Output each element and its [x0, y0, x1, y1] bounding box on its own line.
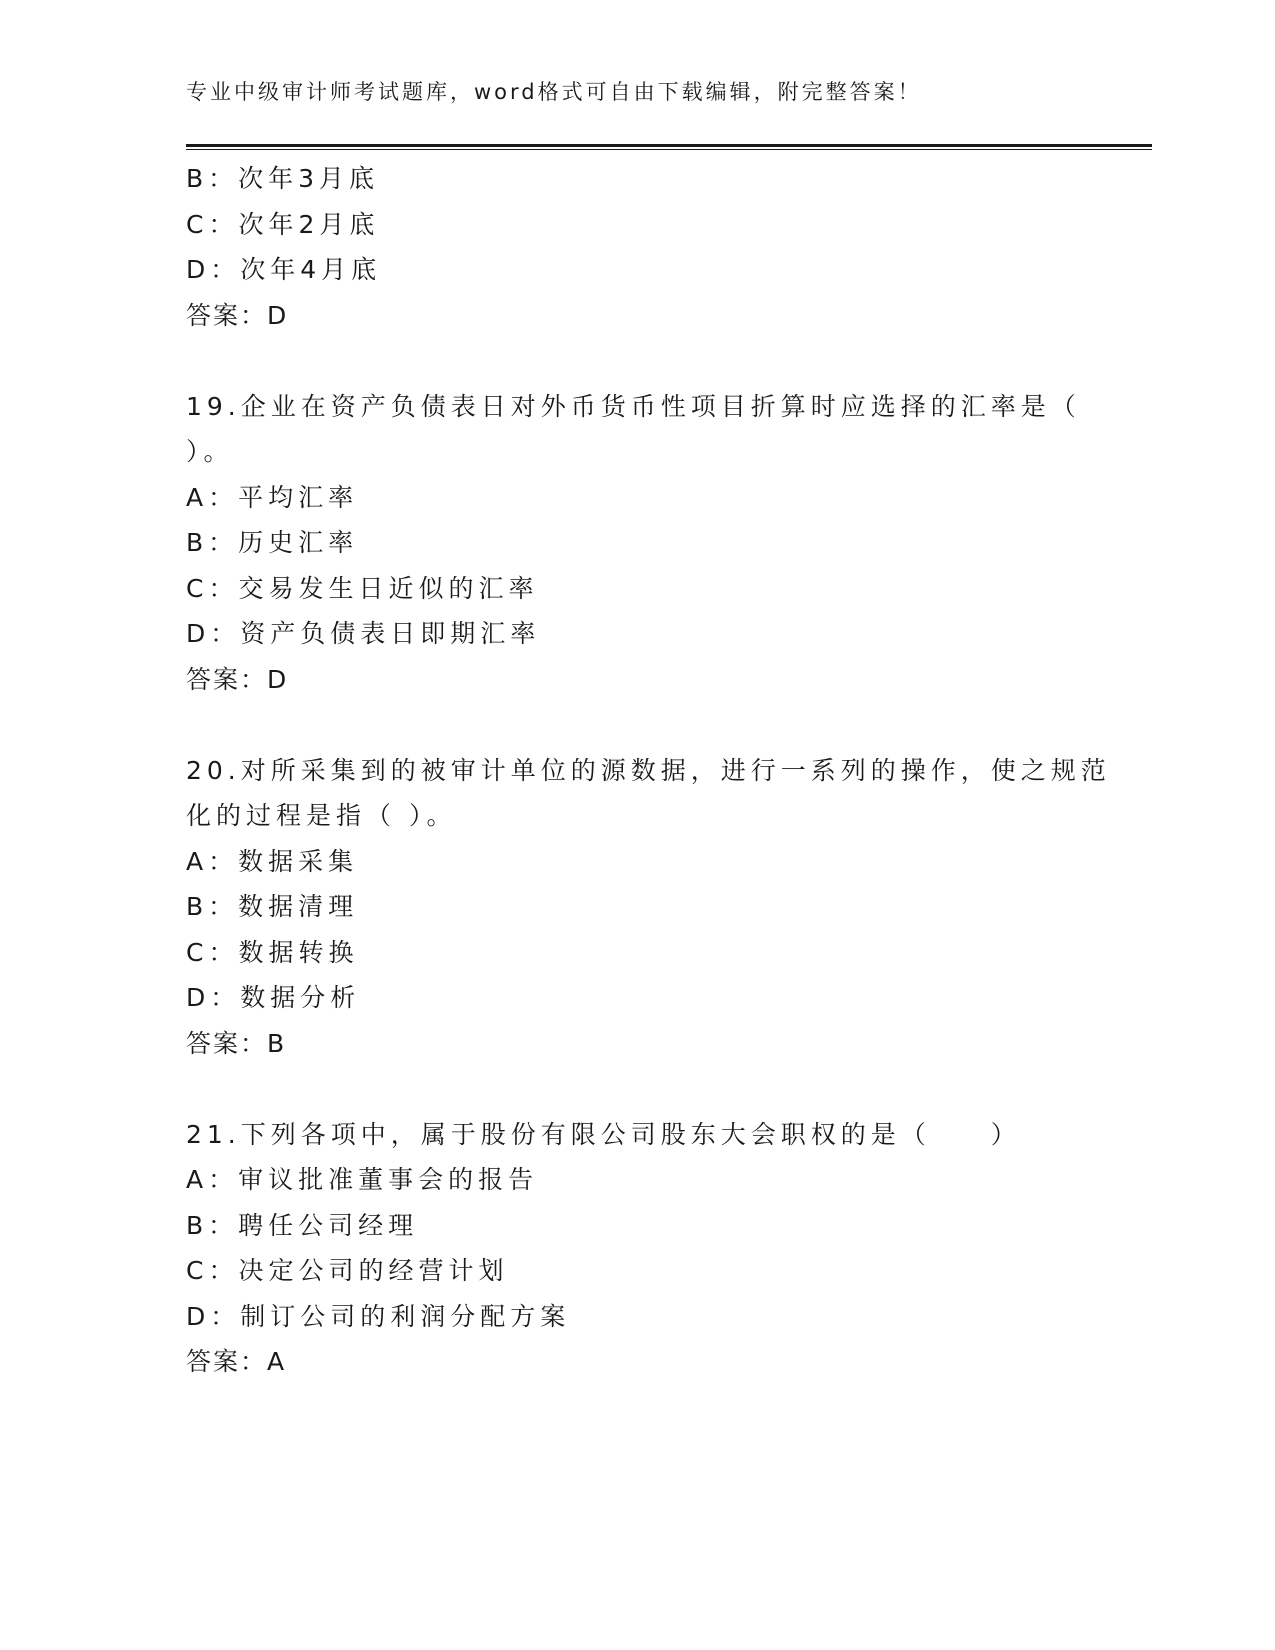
option-c: C：决定公司的经营计划 [186, 1256, 509, 1285]
option-c: C：数据转换 [186, 937, 359, 967]
spacer [186, 338, 1086, 384]
question-21 [186, 1112, 1086, 1385]
option-b: B：聘任公司经理 [186, 1210, 419, 1240]
option-d: D：数据分析 [186, 983, 361, 1012]
option-a: A：审议批准董事会的报告 [186, 1165, 539, 1194]
question-19 [186, 384, 1086, 703]
answer-line: 答案：D [186, 300, 289, 330]
option-d: D：次年4月底 [186, 255, 382, 284]
option-d: D：制订公司的利润分配方案 [186, 1301, 571, 1331]
option-c: C：交易发生日近似的汇率 [186, 573, 539, 603]
header-divider [186, 144, 1152, 150]
spacer [186, 702, 1086, 748]
question-stem: 19.企业在资产负债表日对外币货币性项目折算时应选择的汇率是（ [186, 391, 1081, 421]
answer-line: 答案：A [186, 1347, 287, 1376]
spacer [186, 1066, 1086, 1112]
question-20 [186, 748, 1111, 1067]
question-stem: 20.对所采集到的被审计单位的源数据，进行一系列的操作，使之规范 [186, 755, 1111, 785]
question-stem-continued: 化的过程是指（ ）。 [186, 801, 457, 830]
document-body [186, 156, 1111, 1385]
option-b: B：历史汇率 [186, 528, 359, 557]
option-c: C：次年2月底 [186, 209, 380, 239]
answer-line: 答案：D [186, 664, 289, 694]
option-b: B：次年3月底 [186, 164, 380, 193]
option-d: D：资产负债表日即期汇率 [186, 619, 541, 648]
option-b: B：数据清理 [186, 892, 359, 921]
option-a: A：数据采集 [186, 846, 359, 876]
page-header: 专业中级审计师考试题库，word格式可自由下载编辑，附完整答案！ [186, 80, 922, 104]
previous-question-continuation [186, 156, 1086, 338]
answer-line: 答案：B [186, 1028, 287, 1058]
question-stem-continued: ）。 [186, 437, 234, 466]
question-stem: 21.下列各项中，属于股份有限公司股东大会职权的是（ ） [186, 1119, 1021, 1149]
option-a: A：平均汇率 [186, 482, 359, 512]
